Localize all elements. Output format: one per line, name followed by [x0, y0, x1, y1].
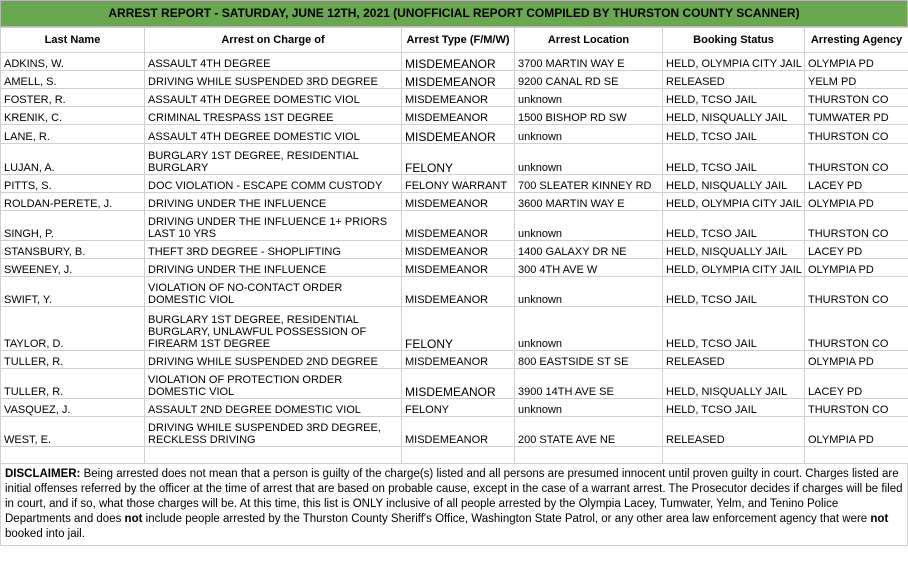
table-row	[1, 175, 908, 193]
cell-agency: THURSTON CO	[805, 399, 908, 417]
cell-agency: THURSTON CO	[805, 89, 908, 107]
cell-name: SWIFT, Y.	[1, 277, 145, 307]
cell-type: MISDEMEANOR	[402, 351, 515, 369]
cell-charge: DRIVING WHILE SUSPENDED 3RD DEGREE, RECKLESS DRIVING	[145, 417, 402, 447]
report-title: ARREST REPORT - SATURDAY, JUNE 12TH, 2021 (UNOFFICIAL REPORT COMPILED BY THURSTON COUNTY SCANNER)	[0, 0, 908, 27]
cell-location: unknown	[515, 307, 663, 351]
cell-charge: BURGLARY 1ST DEGREE, RESIDENTIAL BURGLARY, UNLAWFUL POSSESSION OF FIREARM 1ST DEGREE	[145, 307, 402, 351]
disclaimer-text-1: Being arrested does not mean that a person is guilty of the charge(s) listed and all persons are presumed innocent until proven guilty in court. Charges listed are initial offenses referred by the officer at the time of arrest that are based on probable cause, except in the case of a warrant arrest. The Prosecutor decides if charges will be filed in court, and if so, what those charges will be. At this time, this list is ONLY inclusive of all people arrested by the Olympia Lacey, Tumwater, Yelm, and Tenino Police Departments and does	[5, 468, 903, 525]
cell-status: HELD, TCSO JAIL	[663, 307, 805, 351]
table-row	[1, 71, 908, 89]
cell-charge: ASSAULT 2ND DEGREE DOMESTIC VIOL	[145, 399, 402, 417]
cell-agency: THURSTON CO	[805, 277, 908, 307]
cell-location: unknown	[515, 89, 663, 107]
blank-cell	[145, 447, 402, 464]
cell-agency: OLYMPIA PD	[805, 53, 908, 71]
cell-name: LUJAN, A.	[1, 144, 145, 175]
cell-name: KRENIK, C.	[1, 107, 145, 125]
disclaimer-text-3: booked into jail.	[5, 528, 85, 540]
cell-location: 800 EASTSIDE ST SE	[515, 351, 663, 369]
cell-charge: VIOLATION OF NO-CONTACT ORDER DOMESTIC VIOL	[145, 277, 402, 307]
col-header-location: Arrest Location	[515, 28, 663, 53]
cell-type: MISDEMEANOR	[402, 71, 515, 89]
cell-status: HELD, TCSO JAIL	[663, 399, 805, 417]
cell-charge: ASSAULT 4TH DEGREE DOMESTIC VIOL	[145, 125, 402, 144]
cell-charge: CRIMINAL TRESPASS 1ST DEGREE	[145, 107, 402, 125]
table-row	[1, 417, 908, 447]
cell-location: 1500 BISHOP RD SW	[515, 107, 663, 125]
header-row	[1, 28, 908, 53]
cell-type: MISDEMEANOR	[402, 259, 515, 277]
cell-type: MISDEMEANOR	[402, 107, 515, 125]
cell-name: TULLER, R.	[1, 351, 145, 369]
cell-location: 3900 14TH AVE SE	[515, 369, 663, 399]
cell-status: HELD, TCSO JAIL	[663, 277, 805, 307]
blank-cell	[515, 447, 663, 464]
cell-charge: DRIVING WHILE SUSPENDED 2ND DEGREE	[145, 351, 402, 369]
cell-agency: THURSTON CO	[805, 307, 908, 351]
blank-cell	[1, 447, 145, 464]
cell-agency: THURSTON CO	[805, 144, 908, 175]
cell-charge: DRIVING UNDER THE INFLUENCE	[145, 193, 402, 211]
cell-status: HELD, OLYMPIA CITY JAIL	[663, 259, 805, 277]
cell-agency: LACEY PD	[805, 369, 908, 399]
cell-name: WEST, E.	[1, 417, 145, 447]
cell-status: HELD, TCSO JAIL	[663, 211, 805, 241]
table-row	[1, 53, 908, 71]
cell-type: MISDEMEANOR	[402, 417, 515, 447]
cell-charge: DRIVING UNDER THE INFLUENCE	[145, 259, 402, 277]
cell-location: unknown	[515, 125, 663, 144]
cell-location: unknown	[515, 144, 663, 175]
cell-charge: DOC VIOLATION - ESCAPE COMM CUSTODY	[145, 175, 402, 193]
cell-name: TAYLOR, D.	[1, 307, 145, 351]
cell-name: AMELL, S.	[1, 71, 145, 89]
cell-agency: OLYMPIA PD	[805, 193, 908, 211]
cell-type: MISDEMEANOR	[402, 277, 515, 307]
table-row	[1, 241, 908, 259]
col-header-last-name: Last Name	[1, 28, 145, 53]
cell-name: VASQUEZ, J.	[1, 399, 145, 417]
disclaimer-not-2: not	[870, 513, 889, 525]
cell-charge: DRIVING WHILE SUSPENDED 3RD DEGREE	[145, 71, 402, 89]
cell-charge: ASSAULT 4TH DEGREE DOMESTIC VIOL	[145, 89, 402, 107]
cell-status: RELEASED	[663, 71, 805, 89]
cell-type: MISDEMEANOR	[402, 241, 515, 259]
cell-status: HELD, NISQUALLY JAIL	[663, 369, 805, 399]
cell-location: unknown	[515, 399, 663, 417]
cell-agency: LACEY PD	[805, 241, 908, 259]
cell-location: 300 4TH AVE W	[515, 259, 663, 277]
cell-agency: THURSTON CO	[805, 211, 908, 241]
cell-charge: VIOLATION OF PROTECTION ORDER DOMESTIC VIOL	[145, 369, 402, 399]
disclaimer	[0, 464, 908, 546]
cell-name: PITTS, S.	[1, 175, 145, 193]
table-row	[1, 259, 908, 277]
cell-type: MISDEMEANOR	[402, 89, 515, 107]
cell-location: unknown	[515, 277, 663, 307]
cell-type: MISDEMEANOR	[402, 53, 515, 71]
cell-status: RELEASED	[663, 417, 805, 447]
cell-status: HELD, TCSO JAIL	[663, 125, 805, 144]
blank-row	[1, 447, 908, 464]
cell-name: ADKINS, W.	[1, 53, 145, 71]
cell-status: HELD, NISQUALLY JAIL	[663, 241, 805, 259]
cell-status: HELD, OLYMPIA CITY JAIL	[663, 193, 805, 211]
table-row	[1, 307, 908, 351]
cell-type: FELONY	[402, 399, 515, 417]
cell-agency: OLYMPIA PD	[805, 259, 908, 277]
table-row	[1, 277, 908, 307]
table-row	[1, 369, 908, 399]
cell-name: ROLDAN-PERETE, J.	[1, 193, 145, 211]
cell-status: HELD, TCSO JAIL	[663, 89, 805, 107]
table-row	[1, 351, 908, 369]
table-row	[1, 107, 908, 125]
table-row	[1, 125, 908, 144]
cell-name: STANSBURY, B.	[1, 241, 145, 259]
cell-location: 200 STATE AVE NE	[515, 417, 663, 447]
cell-type: MISDEMEANOR	[402, 193, 515, 211]
cell-agency: THURSTON CO	[805, 125, 908, 144]
cell-status: HELD, NISQUALLY JAIL	[663, 175, 805, 193]
table-row	[1, 144, 908, 175]
cell-name: LANE, R.	[1, 125, 145, 144]
cell-location: 3600 MARTIN WAY E	[515, 193, 663, 211]
blank-cell	[805, 447, 908, 464]
table-row	[1, 193, 908, 211]
cell-type: FELONY	[402, 144, 515, 175]
col-header-agency: Arresting Agency	[805, 28, 908, 53]
cell-charge: BURGLARY 1ST DEGREE, RESIDENTIAL BURGLARY	[145, 144, 402, 175]
cell-status: HELD, TCSO JAIL	[663, 144, 805, 175]
cell-type: MISDEMEANOR	[402, 211, 515, 241]
cell-name: FOSTER, R.	[1, 89, 145, 107]
cell-agency: TUMWATER PD	[805, 107, 908, 125]
blank-cell	[663, 447, 805, 464]
cell-agency: OLYMPIA PD	[805, 417, 908, 447]
cell-charge: DRIVING UNDER THE INFLUENCE 1+ PRIORS LAST 10 YRS	[145, 211, 402, 241]
cell-type: MISDEMEANOR	[402, 125, 515, 144]
table-row	[1, 89, 908, 107]
arrest-table	[0, 27, 908, 464]
cell-name: SWEENEY, J.	[1, 259, 145, 277]
cell-status: HELD, NISQUALLY JAIL	[663, 107, 805, 125]
disclaimer-text-2: include people arrested by the Thurston County Sheriff's Office, Washington State Patrol, or any other area law enforcement agency that were	[142, 513, 871, 525]
disclaimer-label: DISCLAIMER:	[5, 468, 81, 480]
cell-status: RELEASED	[663, 351, 805, 369]
cell-agency: LACEY PD	[805, 175, 908, 193]
disclaimer-not-1: not	[124, 513, 143, 525]
col-header-charge: Arrest on Charge of	[145, 28, 402, 53]
cell-agency: YELM PD	[805, 71, 908, 89]
cell-status: HELD, OLYMPIA CITY JAIL	[663, 53, 805, 71]
cell-charge: ASSAULT 4TH DEGREE	[145, 53, 402, 71]
cell-location: 700 SLEATER KINNEY RD	[515, 175, 663, 193]
cell-type: MISDEMEANOR	[402, 369, 515, 399]
col-header-booking-status: Booking Status	[663, 28, 805, 53]
cell-type: FELONY WARRANT	[402, 175, 515, 193]
cell-name: TULLER, R.	[1, 369, 145, 399]
cell-charge: THEFT 3RD DEGREE - SHOPLIFTING	[145, 241, 402, 259]
table-row	[1, 211, 908, 241]
cell-agency: OLYMPIA PD	[805, 351, 908, 369]
cell-type: FELONY	[402, 307, 515, 351]
col-header-arrest-type: Arrest Type (F/M/W)	[402, 28, 515, 53]
cell-name: SINGH, P.	[1, 211, 145, 241]
cell-location: 9200 CANAL RD SE	[515, 71, 663, 89]
cell-location: unknown	[515, 211, 663, 241]
cell-location: 1400 GALAXY DR NE	[515, 241, 663, 259]
table-row	[1, 399, 908, 417]
cell-location: 3700 MARTIN WAY E	[515, 53, 663, 71]
blank-cell	[402, 447, 515, 464]
